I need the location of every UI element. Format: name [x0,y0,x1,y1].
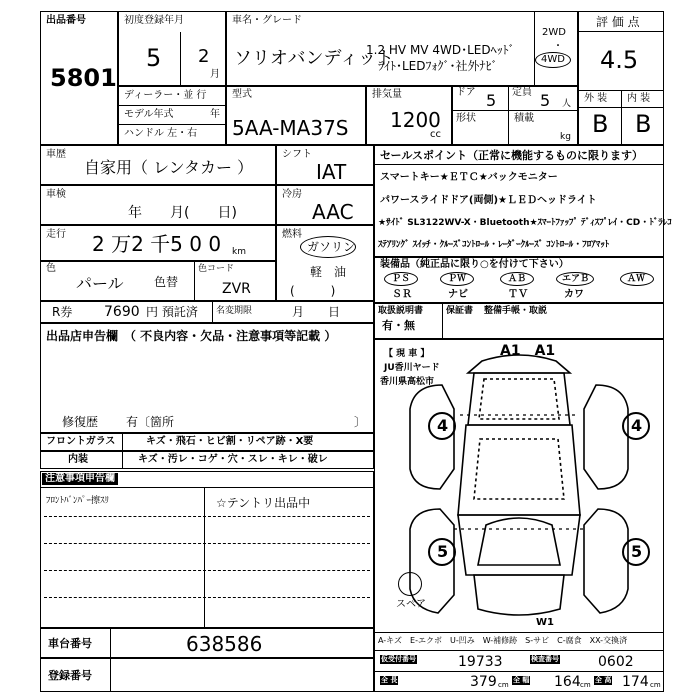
reg-month: 2 [198,46,210,67]
ac-value: AAC [312,200,354,224]
cc-unit: cc [430,129,441,140]
equipment-title: 装備品（純正品に限り○を付けて下さい） [380,259,569,270]
chassis-label: 車台番号 [48,637,92,650]
r-unit: 円 預託済 [146,305,198,319]
chassis-value: 638586 [186,632,263,656]
grade-line-2: ﾗｲﾄ･LEDﾌｫｸﾞ･社外ﾅﾋﾞ [378,59,498,73]
ext-grade: B [592,110,609,138]
damage-circle-label: 5 [437,542,449,561]
reg-year: 5 [146,44,162,72]
code-label: 検査番号 [531,655,559,663]
windshield-value: キズ・飛石・ヒビ割・リペア跡・X要 [146,436,314,447]
interior-label: 内装 [68,454,88,465]
color-code-label: 色コード [198,264,235,274]
r-label: R券 [52,305,73,319]
manual-value: 有・無 [382,319,415,332]
fuel-diesel: 軽 油 [310,265,347,279]
int-label: 内 装 [627,93,651,104]
mileage-label: 走行 [46,229,66,240]
color-value: パール [76,274,124,293]
load-label: 積載 [514,113,534,124]
repair-close: 〕 [354,415,367,429]
warranty-label: 保証書 [446,306,474,316]
r-value: 7690 [104,304,140,320]
location-line-1: JU香川ヤード [384,363,440,373]
code-value: 164 [554,674,581,690]
repair-label: 修復歴 [62,415,99,429]
type-label: 型式 [232,89,252,100]
seats-value: 5 [540,91,551,110]
equipment-label: カワ [564,289,584,300]
damage-circle-label: 4 [631,416,643,435]
code-label: 全 幅 [513,676,530,684]
equipment-badge: ＡＢ [508,274,527,284]
equipment-label: ＴＶ [508,289,528,300]
model-year-label: モデル年式 [124,109,174,120]
location-line-2: 香川県高松市 [380,377,435,387]
damage-mark-bottom: W1 [536,617,554,628]
caution-right: ☆テントリ出品中 [216,496,311,510]
sales-point-line: ｽﾃｱﾘﾝｸﾞ ｽｲｯﾁ・ｸﾙｰｽﾞｺﾝﾄﾛｰﾙ・ﾚｰﾀﾞｰｸﾙｰｽﾞ ｺﾝﾄﾛｰﾙ・ﾌﾛｱﾏｯﾄ [378,240,610,250]
equipment-badge: ＰＳ [392,274,411,284]
sales-point-line: ★ｻｲﾄﾞ SL3122WV-X・Bluetooth★ｽﾏｰﾄﾌｧｯﾌﾟ ﾃﾞｨｽﾌﾟﾚｲ・CD・ﾄﾞﾗﾚｺ [378,218,672,228]
score-value: 4.5 [600,46,639,74]
spare-label: スペア [396,599,426,610]
color-code: ZVR [222,281,251,297]
ac-label: 冷房 [282,189,302,200]
windshield-label: フロントガラス [46,436,116,447]
km-unit: km [232,247,246,257]
first-reg-label: 初度登録年月 [124,15,184,26]
seats-unit: 人 [562,99,572,109]
cc-label: 排気量 [372,89,402,100]
drive-4wd: 4WD [541,54,565,65]
sales-points-title: セールスポイント（正常に機能するものに限ります） [380,149,644,162]
code-value: 0602 [598,654,634,670]
inspection-value: 年 月( 日) [128,205,237,221]
location-title: 【 現 車 】 [384,349,430,359]
seats-label: 定員 [512,87,532,98]
code-label: 全 長 [381,676,398,684]
damage-circle-label: 5 [631,542,643,561]
color-label: 色 [46,263,56,274]
model-grade-label: 車名・グレード [232,15,302,26]
int-grade: B [635,110,652,138]
shape-label: 形状 [456,113,476,124]
caution-label: 注意事項申告欄 [42,473,118,485]
ext-label: 外 装 [584,93,608,104]
equipment-label: ナビ [448,289,468,300]
inspection-label: 車検 [46,189,66,200]
kg-unit: kg [560,132,571,142]
damage-legend: A-キズ E-エクボ U-凹み W-補修跡 S-サビ C-腐食 XX-交換済 [378,636,628,645]
fuel-label: 燃料 [282,229,302,240]
sales-point-line: パワースライドドア(両側)★ＬＥＤヘッドライト [380,195,597,206]
code-label: 仮受付番号 [381,655,416,663]
manual-label: 取扱説明書 [378,306,424,316]
grade-line-1: 1.2 HV MV 4WD･LEDﾍｯﾄﾞ [366,43,515,57]
reg-no-label: 登録番号 [48,669,92,682]
cm-unit: cm [650,681,661,689]
damage-circle-label: 4 [437,416,449,435]
type-value: 5AA-MA37S [232,116,349,140]
dealer-report-label: 出品店申告欄 （ 不良内容・欠品・注意事項等記載 ） [46,329,337,343]
equipment-label: ＳＲ [392,289,412,300]
caution-left: ﾌﾛﾝﾄﾊﾞﾝﾊﾟｰ擦ｽﾘ [46,496,110,506]
fuel-paren: ( ) [290,284,336,298]
drive-2wd: 2WD [542,27,566,38]
spare-tire-icon [398,572,422,596]
history-value: 自家用（ レンタカー ） [84,158,254,177]
damage-marks-top: A1 A1 [500,343,556,359]
equipment-badge: エアＢ [562,274,590,284]
handle-label: ハンドル 左・右 [124,128,198,139]
repair-value: 有〔箇所 [126,415,175,429]
cm-unit: cm [498,681,509,689]
year-unit: 年 [210,109,220,120]
name-change-value: 月 日 [292,305,341,319]
score-label: 評 価 点 [596,15,640,29]
caution-box [40,471,374,628]
color-change: 色替 [154,275,179,289]
code-label: 全 高 [595,676,612,684]
code-value: 19733 [458,654,503,670]
lot-label: 出品番号 [46,15,86,26]
dealer-label: ディーラー・並 行 [124,90,207,101]
lot-number: 5801 [50,64,117,92]
doors-value: 5 [486,91,497,110]
cm-unit: cm [580,681,591,689]
name-change-label: 名変期限 [216,306,253,316]
equipment-badge: ＰＷ [448,274,467,284]
fuel-gas: ガソリン [307,240,356,254]
history-label: 車歴 [46,149,66,160]
sales-point-line: スマートキー★ＥＴＣ★バックモニター [380,172,558,183]
doors-label: ドア [456,87,476,98]
equipment-badge: ＡＷ [627,274,646,284]
month-unit: 月 [210,69,220,80]
mileage-value: 2 万2 千5 0 0 [92,232,222,256]
code-value: 174 [622,674,649,690]
warranty-value: 整備手帳・取説 [484,306,548,316]
shift-label: シフト [282,149,312,160]
car-name: ソリオバンディット [234,48,395,69]
shift-value: IAT [316,160,347,184]
interior-value: キズ・汚レ・コゲ・穴・スレ・キレ・破レ [138,454,328,465]
code-value: 379 [470,674,497,690]
cc-value: 1200 [390,108,441,132]
